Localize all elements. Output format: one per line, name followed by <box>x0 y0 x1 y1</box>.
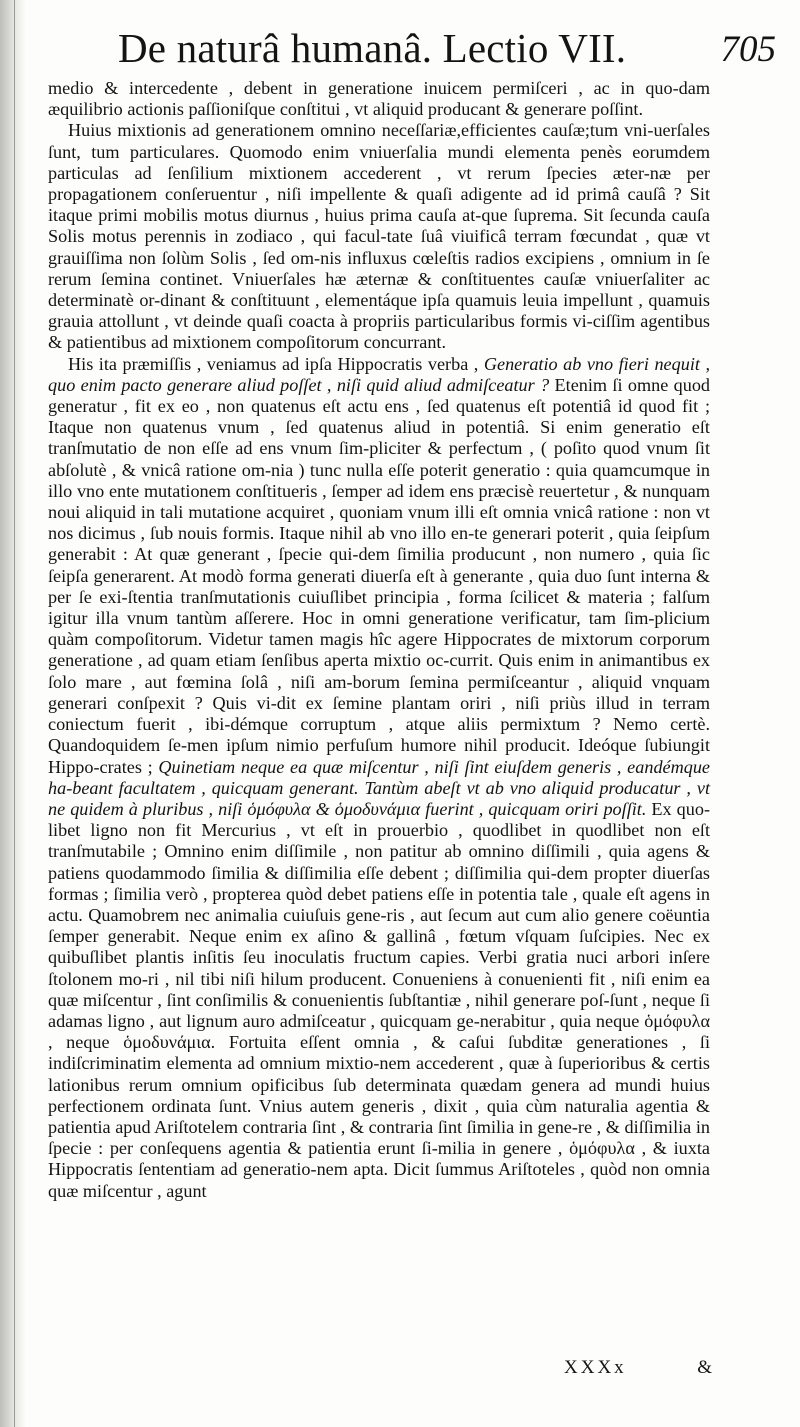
catchline <box>48 1357 710 1381</box>
catchword: & <box>697 1357 712 1378</box>
text-segment: medio & intercedente , debent in generatione inuicem permiſceri , ac in quo-dam æquilibrio actionis paſſioniſque conſtitui , vt aliquid producant & generare poſſint. <box>48 78 710 120</box>
running-title: De naturâ humanâ. Lectio VII. <box>118 25 627 71</box>
paragraph <box>48 354 710 1202</box>
quoted-text: Quinetiam neque ea quæ miſcentur , niſi ſint eiuſdem generis , eandémque ha-beant facultatem , quicquam generant. Tantùm abeſt vt ab vno aliquid producatur , vt ne quidem à pluribus , niſi ὁμόφυλα & ὁμοδυνάμια fuerint , quicquam oriri poſſit. <box>48 756 711 819</box>
text-segment: Huius mixtionis ad generationem omnino neceſſariæ,efficientes cauſæ;tum vni-uerſales ſunt, tum particulares. Quomodo enim vniuerſalia mundi elementa penès eorumdem particulas ad ſenſilium mixtionem accederent , vt rerum ſpecies æter-næ per propagationem conſeruentur , niſi impellente & quaſi adigente ad id primâ cauſâ ? Sit itaque primi mobilis motus diurnus , huius prima cauſa at-que ſuprema. Sit ſecunda cauſa Solis motus perennis in zodiaco , qui facul-tate ſuâ viuificâ terram fœcundat , quæ vt grauiſſima non ſolùm Solis , ſed om-nis influxus cœleſtis radios excipiens , omnium in ſe rerum ſemina continet. Vniuerſales hæ æternæ & conſtituentes cauſæ vniuerſaliter ac determinatè or-dinant & conſtituunt , elementáque ipſa quamuis leuia impellunt , quamuis grauia attollunt , vt deinde quaſi coacta à propriis particularibus formis vi-ciſſim agentibus & patientibus ad mixtionem compoſitorum concurrant. <box>48 120 710 353</box>
signature-mark: XXXx <box>564 1357 627 1378</box>
body-text <box>48 78 710 1202</box>
page-gutter-shadow <box>0 0 26 1427</box>
quoted-text: Generatio ab vno fieri nequit , quo enim pacto generare aliud poſſet , niſi quid aliud admiſceatur ? <box>48 353 710 395</box>
paragraph <box>48 78 710 120</box>
text-segment: Ex quo-libet ligno non fit Mercurius , vt eſt in prouerbio , quodlibet in quodlibet non eſt tranſmutabile ; Omnino enim diſſimile , non patitur ab omnino diſſimili , quia agens & patiens quodammodo ſimilia & diſſimilia eſſe debent ; diſſimilia qui-dem propter diuerſas formas ; ſimilia verò , propterea quòd debet patiens eſſe in potentia tale , quale eſt agens in actu. Quamobrem nec animalia cuiuſuis gene-ris , aut ſecum aut cum alio genere coëuntia ſemper generabit. Neque enim ex aſino & gallinâ , fœtum vſquam ſuſcipies. Nec ex quibuſlibet plantis inſitis ſeu inoculatis fructum capies. Verbi gratia nuci arbori inſere ſtolonem mo-ri , nil tibi niſi hilum producent. Conueniens à conuenienti fit , niſi enim ea quæ miſcentur , ſint conſimilis & conuenientis ſubſtantiæ , nihil generare poſ-ſunt , neque ſi adamas ligno , aut lignum auro admiſceatur , quicquam ge-nerabitur , quia neque ὁμόφυλα , neque ὁμοδυνάμια. Fortuita eſſent omnia , & caſui ſubditæ generationes , ſi indiſcriminatim elementa ad omnium mixtio-nem accederent , quæ à ſuperioribus & certis lationibus rerum omnium opificibus ſub determinata quædam genera ad mundi huius perfectionem ordinata ſunt. Vnius autem generis , dixit , quia cùm naturalia agentia & patientia apud Ariſtotelem contraria ſint , & contraria ſint ſimilia in gene-re , & diſſimilia in ſpecie : per conſequens agentia & patientia erunt ſi-milia in genere , ὁμόφυλα , & iuxta Hippocratis ſententiam ad generatio-nem apta. Dicit ſummus Ariſtoteles , quòd non omnia quæ miſcentur , agunt <box>48 798 710 1201</box>
paragraph <box>48 120 710 353</box>
running-head <box>110 22 780 74</box>
page-number: 705 <box>720 29 776 70</box>
text-segment: His ita præmiſſis , veniamus ad ipſa Hippocratis verba , <box>68 353 484 374</box>
text-segment: Etenim ſi omne quod generatur , fit ex eo , non quatenus eſt actu ens , ſed quatenus eſt potentiâ id quod fit ; Itaque non quatenus vnum , ſed quatenus aliud in potentiâ. Si enim generatio eſt tranſmutatio de non eſſe ad ens vnum ſim-pliciter & perfectum , ( poſito quod vnum ſit abſolutè , & vnicâ ratione om-nia ) tunc nulla eſſe poterit generatio : quia quamcumque in illo vno ente mutationem conſtitueris , ſemper ad idem ens præcisè reuertetur , & nunquam noui aliquid in tali mutatione acquiret , quoniam vnum illi eſt omnia vnicâ ratione : non vt nos dicimus , ſub nouis formis. Itaque nihil ab vno illo en-te generari poterit , quia ſeipſum generabit : At quæ generant , ſpecie qui-dem ſimilia producunt , non numero , quia ſic ſeipſa generarent. At modò forma generati diuerſa eſt à generante , quia duo ſunt interna & per ſe exi-ſtentia tranſmutationis cuiuſlibet principia , forma ſcilicet & materia ; falſum igitur illa vnum tantùm aſſerere. Hoc in omni generatione verificatur, tam ſim-plicium quàm compoſitorum. Videtur tamen magis hîc agere Hippocrates de mixtorum corporum generatione , ad quam etiam ſenſibus aperta mixtio oc-currit. Quis enim in animantibus ex ſolo mare , aut fœmina ſolâ , niſi am-borum ſemina permiſceantur , aliquid vnquam generari conſpexit ? Quis vi-dit ex ſemine plantam oriri , niſi priùs illud in terram coniectum fuerit , ibi-démque corruptum , atque aliis permixtum ? Nemo certè. Quandoquidem ſe-men ipſum nimio perfuſum humore nihil producit. Ideóque ſubiungit Hippo-crates ; <box>48 374 711 777</box>
